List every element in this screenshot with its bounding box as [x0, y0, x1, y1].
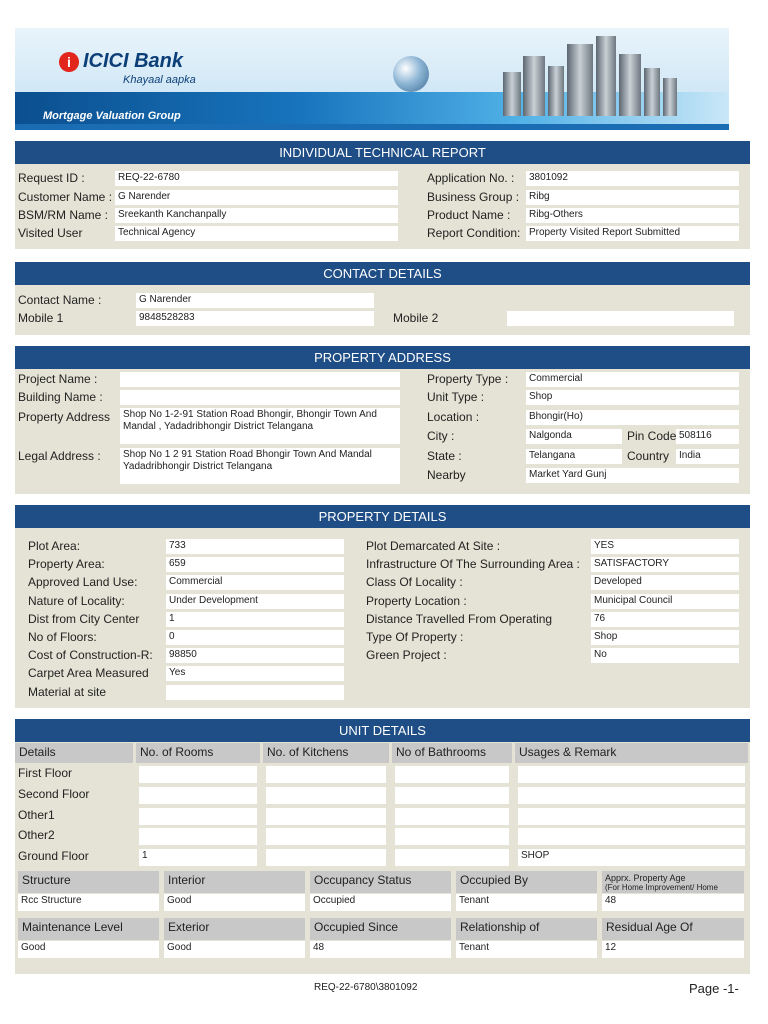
section-title: UNIT DETAILS — [15, 719, 750, 742]
detail-label: Material at site — [28, 684, 107, 699]
section-title: PROPERTY DETAILS — [15, 505, 750, 528]
detail-label: Plot Demarcated At Site : — [366, 539, 501, 553]
customer-label: Customer Name : — [18, 190, 113, 204]
building-icon — [596, 36, 616, 116]
unit-cell — [395, 828, 509, 845]
unit-cell — [266, 808, 386, 825]
contact-section — [15, 262, 750, 335]
detail-value: No — [591, 648, 739, 663]
bgroup-field: Ribg — [526, 190, 739, 205]
attr-value: Good — [164, 941, 305, 958]
detail-value: Municipal Council — [591, 594, 739, 609]
globe-icon — [393, 56, 429, 92]
detail-value: 0 — [166, 630, 344, 645]
attr-label: Occupied Since — [310, 918, 451, 940]
attr-label: Maintenance Level — [18, 918, 159, 940]
bsm-label: BSM/RM Name : — [18, 208, 109, 222]
property-address-label: Property Address — [18, 410, 111, 424]
project-label: Project Name : — [18, 372, 98, 386]
detail-label: Plot Area: — [28, 539, 81, 553]
contact-name-field: G Narender — [136, 293, 374, 308]
condition-field: Property Visited Report Submitted — [526, 226, 739, 241]
age-title: Apprx. Property Age — [605, 873, 686, 883]
section-title: PROPERTY ADDRESS — [15, 346, 750, 369]
building-field — [120, 390, 400, 405]
unit-cell — [139, 787, 257, 804]
unit-type-label: Unit Type : — [427, 390, 485, 404]
attr-label: Interior — [164, 871, 305, 893]
detail-label: Class Of Locality : — [366, 575, 463, 590]
visited-label: Visited User — [18, 226, 83, 240]
unit-table-header: No of Bathrooms — [392, 743, 512, 763]
attr-value: Occupied — [310, 894, 451, 911]
building-icon — [523, 56, 545, 116]
product-label: Product Name : — [427, 208, 511, 222]
attr-label: Exterior — [164, 918, 305, 940]
mobile1-label: Mobile 1 — [18, 311, 64, 325]
building-icon — [663, 78, 677, 116]
product-field: Ribg-Others — [526, 208, 739, 223]
attr-value: Tenant — [456, 941, 597, 958]
unit-table-header: No. of Kitchens — [263, 743, 389, 763]
attr-value: 48 — [310, 941, 451, 958]
unit-cell — [395, 849, 509, 866]
nearby-field: Market Yard Gunj — [526, 468, 739, 483]
request-id-field: REQ-22-6780 — [115, 171, 398, 186]
detail-value: Shop — [591, 630, 739, 645]
property-type-label: Property Type : — [427, 372, 509, 386]
detail-value: Developed — [591, 575, 739, 590]
condition-label: Report Condition: — [427, 226, 521, 240]
detail-value: 98850 — [166, 648, 344, 663]
state-label: State : — [427, 449, 462, 463]
building-label: Building Name : — [18, 390, 103, 404]
group-name: Mortgage Valuation Group — [43, 110, 181, 122]
detail-label: Green Project : — [366, 648, 447, 663]
customer-field: G Narender — [115, 190, 398, 205]
unit-cell — [139, 828, 257, 845]
attr-value: Tenant — [456, 894, 597, 911]
unit-cell: SHOP — [518, 849, 745, 866]
banner-underline — [15, 124, 729, 130]
bsm-field: Sreekanth Kanchanpally — [115, 208, 398, 223]
unit-cell — [266, 849, 386, 866]
detail-value — [166, 685, 344, 700]
bank-logo-icon: i — [59, 52, 79, 72]
attr-value: Good — [164, 894, 305, 911]
unit-cell — [395, 808, 509, 825]
city-label: City : — [427, 429, 455, 443]
visited-field: Technical Agency — [115, 226, 398, 241]
attr-label: Occupancy Status — [310, 871, 451, 893]
city-field: Nalgonda — [526, 429, 622, 444]
unit-cell — [518, 787, 745, 804]
unit-cell — [266, 828, 386, 845]
app-no-label: Application No. : — [427, 171, 515, 185]
detail-value: Commercial — [166, 575, 344, 590]
pin-label: Pin Code — [627, 429, 677, 443]
unit-table-header: No. of Rooms — [136, 743, 260, 763]
detail-value: SATISFACTORY — [591, 557, 739, 572]
footer-doc-id: REQ-22-6780\3801092 — [314, 982, 418, 993]
detail-value: Yes — [166, 666, 344, 681]
attr-label: Structure — [18, 871, 159, 893]
mobile2-label: Mobile 2 — [393, 311, 439, 325]
age-subtitle: (For Home Improvement/ Home — [605, 883, 718, 892]
detail-label: Nature of Locality: — [28, 593, 125, 608]
attr-value: Rcc Structure — [18, 894, 159, 911]
attr-value: Good — [18, 941, 159, 958]
request-id-label: Request ID : — [18, 171, 85, 185]
building-icon — [548, 66, 564, 116]
detail-label: Approved Land Use: — [28, 575, 138, 590]
detail-value: 1 — [166, 612, 344, 627]
unit-table-header: Details — [15, 743, 133, 763]
attr-label: Relationship of — [456, 918, 597, 940]
location-label: Location : — [427, 410, 480, 424]
unit-type-field: Shop — [526, 390, 739, 405]
detail-value: Under Development — [166, 594, 344, 609]
section-title: CONTACT DETAILS — [15, 262, 750, 285]
detail-value: 733 — [166, 539, 344, 554]
contact-name-label: Contact Name : — [18, 293, 102, 307]
unit-cell — [266, 787, 386, 804]
unit-cell — [139, 766, 257, 783]
details-section — [15, 505, 750, 708]
page-number: Page -1- — [689, 981, 739, 996]
bank-tagline: Khayaal aapka — [123, 74, 196, 86]
attr-label: Residual Age Of — [602, 918, 744, 940]
unit-row-label: Other1 — [18, 807, 55, 822]
detail-value: 76 — [591, 612, 739, 627]
address-section — [15, 346, 750, 494]
detail-label: Property Area: — [28, 557, 105, 572]
detail-label: Distance Travelled From Operating — [366, 611, 553, 626]
report-section — [15, 141, 750, 249]
detail-label: Cost of Construction-R: — [28, 648, 153, 663]
age-value: 48 — [602, 894, 744, 911]
age-label — [602, 871, 744, 893]
mobile1-field: 9848528283 — [136, 311, 374, 326]
bank-name: ICICI Bank — [83, 50, 184, 72]
app-no-field: 3801092 — [526, 171, 739, 186]
detail-label: Carpet Area Measured — [28, 666, 149, 681]
building-icon — [619, 54, 641, 116]
building-icon — [644, 68, 660, 116]
property-address-field: Shop No 1-2-91 Station Road Bhongir, Bhongir Town And Mandal , Yadadribhongir District Telangana — [120, 408, 400, 444]
unit-row-label: Other2 — [18, 828, 55, 843]
attr-label: Occupied By — [456, 871, 597, 893]
property-type-field: Commercial — [526, 372, 739, 387]
unit-cell: 1 — [139, 849, 257, 866]
unit-cell — [518, 828, 745, 845]
building-icon — [567, 44, 593, 116]
legal-address-label: Legal Address : — [18, 449, 101, 463]
nearby-label: Nearby — [427, 468, 466, 482]
detail-label: Infrastructure Of The Surrounding Area : — [366, 557, 580, 572]
detail-label: No of Floors: — [28, 630, 97, 644]
country-field: India — [676, 449, 739, 464]
unit-table-header: Usages & Remark — [515, 743, 748, 763]
detail-value: YES — [591, 539, 739, 554]
unit-cell — [518, 808, 745, 825]
unit-cell — [395, 766, 509, 783]
legal-address-field: Shop No 1 2 91 Station Road Bhongir Town And Mandal Yadadribhongir District Telangana — [120, 448, 400, 484]
section-title: INDIVIDUAL TECHNICAL REPORT — [15, 141, 750, 164]
pin-field: 508116 — [676, 429, 739, 444]
unit-cell — [395, 787, 509, 804]
project-field — [120, 372, 400, 387]
unit-row-label: First Floor — [18, 766, 72, 780]
attr-value: 12 — [602, 941, 744, 958]
unit-row-label: Second Floor — [18, 786, 90, 801]
mobile2-field — [507, 311, 734, 326]
unit-cell — [139, 808, 257, 825]
country-label: Country — [627, 449, 670, 463]
state-field: Telangana — [526, 449, 622, 464]
detail-label: Dist from City Center — [28, 611, 140, 626]
detail-value: 659 — [166, 557, 344, 572]
unit-cell — [518, 766, 745, 783]
header-banner — [15, 28, 729, 130]
bgroup-label: Business Group : — [427, 190, 520, 204]
detail-label: Property Location : — [366, 593, 467, 608]
unit-section — [15, 719, 750, 974]
unit-row-label: Ground Floor — [18, 849, 89, 864]
detail-label: Type Of Property : — [366, 630, 464, 644]
location-field: Bhongir(Ho) — [526, 410, 739, 425]
building-icon — [503, 72, 521, 116]
unit-cell — [266, 766, 386, 783]
